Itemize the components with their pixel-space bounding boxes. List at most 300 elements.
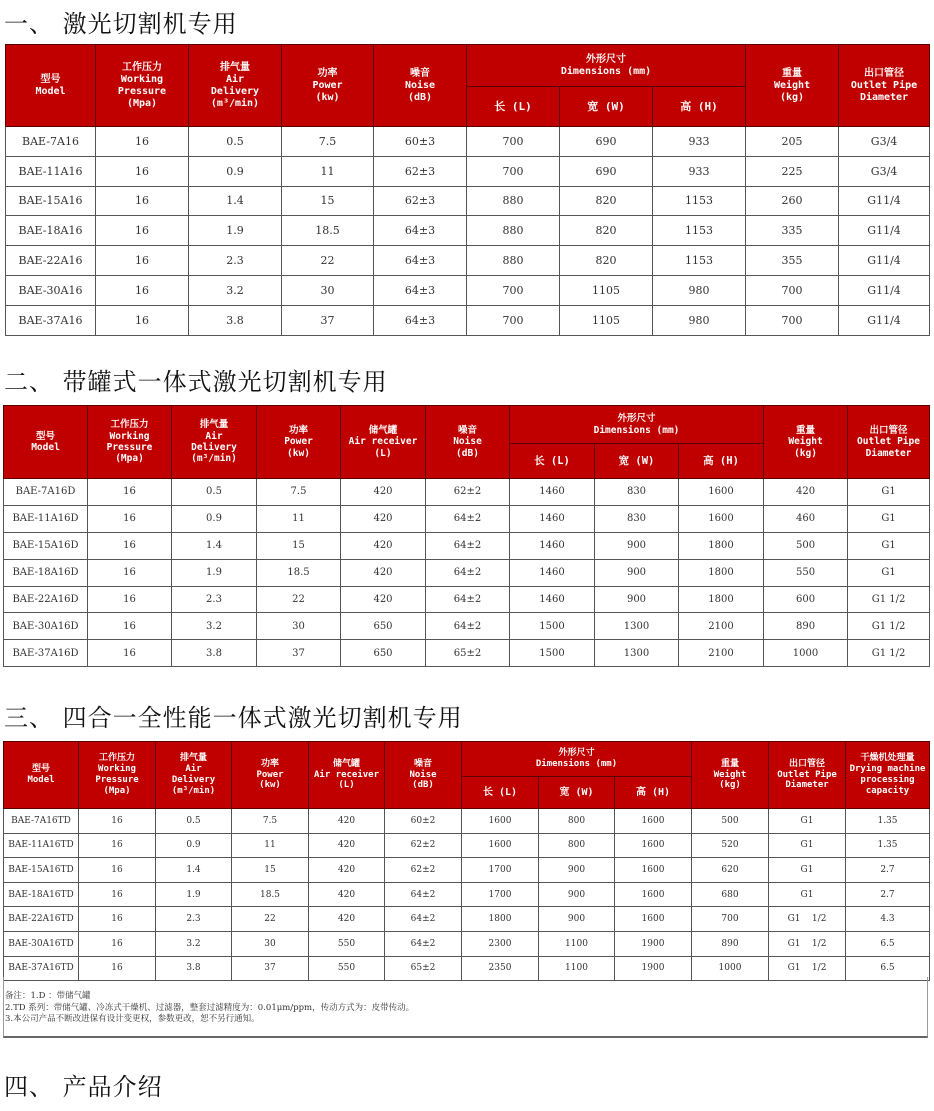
table-cell: 1460 (510, 505, 595, 532)
header-length: 长 (L) (467, 87, 560, 127)
header-outlet-pipe: 出口管径 Outlet Pipe Diameter (839, 45, 930, 127)
header-air-delivery: 排气量 Air Delivery (m³/min) (156, 742, 232, 809)
model-cell: BAE-11A16 (6, 156, 96, 186)
table-cell: G11/4 (839, 186, 930, 216)
table-cell: 420 (309, 882, 385, 907)
table-cell: 335 (746, 216, 839, 246)
table-cell: 0.5 (189, 127, 282, 157)
table-cell: 16 (79, 931, 156, 956)
table-row (6, 156, 930, 186)
table-cell: 1300 (595, 613, 679, 640)
table-cell: 900 (539, 907, 615, 932)
table-cell: 0.5 (172, 479, 257, 506)
header-working-pressure: 工作压力 Working Pressure (Mpa) (88, 406, 172, 479)
table-cell: 7.5 (232, 809, 309, 834)
header-model: 型号 Model (4, 742, 79, 809)
table-cell: 880 (467, 246, 560, 276)
table-cell: 820 (560, 216, 653, 246)
table-cell: 15 (282, 186, 374, 216)
table-cell: 890 (764, 613, 848, 640)
model-cell: BAE-22A16TD (4, 907, 79, 932)
table-cell: 1000 (764, 640, 848, 667)
table-cell: 3.2 (156, 931, 232, 956)
header-weight: 重量 Weight (kg) (746, 45, 839, 127)
table-cell: 16 (79, 833, 156, 858)
table-cell: 65±2 (385, 956, 462, 981)
table-cell: 2.3 (172, 586, 257, 613)
table-cell: 2100 (679, 640, 764, 667)
table-cell: 620 (692, 858, 769, 883)
table-cell: 64±2 (426, 586, 510, 613)
table-cell: 1460 (510, 479, 595, 506)
table-cell: 1800 (462, 907, 539, 932)
header-air-delivery: 排气量 Air Delivery (m³/min) (172, 406, 257, 479)
table-cell: 2.7 (846, 858, 930, 883)
table-cell: 1600 (615, 809, 692, 834)
header-width: 宽 (W) (595, 444, 679, 479)
table-cell: 800 (539, 809, 615, 834)
table-cell: 700 (467, 127, 560, 157)
table-cell: 30 (282, 275, 374, 305)
model-cell: BAE-7A16D (4, 479, 88, 506)
table-cell: 650 (341, 640, 426, 667)
header-dimensions: 外形尺寸 Dimensions (mm) (510, 406, 764, 444)
header-weight: 重量 Weight (kg) (764, 406, 848, 479)
table-cell: 16 (96, 186, 189, 216)
table-cell: G1 (769, 882, 846, 907)
table-cell: 1600 (679, 479, 764, 506)
table-cell: 700 (692, 907, 769, 932)
table-cell: 3.8 (172, 640, 257, 667)
table-cell: 980 (653, 305, 746, 335)
table-row (4, 809, 930, 834)
header-air-receiver: 储气罐 Air receiver (L) (341, 406, 426, 479)
table-cell: G1 1/2 (848, 586, 930, 613)
table-cell: 1600 (679, 505, 764, 532)
table-cell: 1000 (692, 956, 769, 981)
header-power: 功率 Power (kw) (257, 406, 341, 479)
table-cell: 6.5 (846, 956, 930, 981)
table-cell: 1600 (462, 809, 539, 834)
table-cell: 3.8 (156, 956, 232, 981)
header-outlet-pipe: 出口管径 Outlet Pipe Diameter (848, 406, 930, 479)
model-cell: BAE-22A16 (6, 246, 96, 276)
table-cell: 2.7 (846, 882, 930, 907)
spec-table-four-in-one (3, 741, 930, 981)
table-row (4, 479, 930, 506)
table-cell: 16 (88, 586, 172, 613)
table-cell: 16 (79, 809, 156, 834)
table-cell: 680 (692, 882, 769, 907)
header-power: 功率 Power (kw) (232, 742, 309, 809)
table-cell: 1600 (462, 833, 539, 858)
table-cell: G1 1/2 (848, 640, 930, 667)
table-cell: 700 (467, 156, 560, 186)
table-row (4, 931, 930, 956)
table-cell: G11/4 (839, 246, 930, 276)
model-cell: BAE-30A16 (6, 275, 96, 305)
table-cell: 64±3 (374, 216, 467, 246)
table-cell: 15 (257, 532, 341, 559)
model-cell: BAE-11A16D (4, 505, 88, 532)
table-cell: 820 (560, 186, 653, 216)
section-title-laser-cutting: 一、 激光切割机专用 (4, 10, 238, 38)
table-cell: G11/4 (839, 275, 930, 305)
table-cell: 520 (692, 833, 769, 858)
table-cell: 4.3 (846, 907, 930, 932)
header-air-delivery: 排气量 Air Delivery (m³/min) (189, 45, 282, 127)
table-cell: 420 (341, 586, 426, 613)
table-cell: 1600 (615, 882, 692, 907)
table-cell: 64±3 (374, 246, 467, 276)
table-cell: 355 (746, 246, 839, 276)
section-title-four-in-one: 三、 四合一全性能一体式激光切割机专用 (4, 704, 463, 732)
table-cell: 820 (560, 246, 653, 276)
model-cell: BAE-22A16D (4, 586, 88, 613)
table-cell: 1.9 (189, 216, 282, 246)
model-cell: BAE-37A16 (6, 305, 96, 335)
table-row (4, 882, 930, 907)
table-cell: 420 (341, 532, 426, 559)
table-row (6, 246, 930, 276)
table-cell: 700 (746, 275, 839, 305)
table-cell: 18.5 (257, 559, 341, 586)
table-cell: 60±3 (374, 127, 467, 157)
table-cell: 890 (692, 931, 769, 956)
table-cell: 64±2 (385, 907, 462, 932)
table-cell: 16 (79, 858, 156, 883)
table-cell: 600 (764, 586, 848, 613)
table-cell: 16 (88, 640, 172, 667)
table-cell: 11 (232, 833, 309, 858)
table-cell: 420 (309, 907, 385, 932)
table-cell: 16 (88, 505, 172, 532)
table-row (6, 216, 930, 246)
table-cell: 2.3 (156, 907, 232, 932)
table-cell: 1.9 (172, 559, 257, 586)
table-cell: 500 (692, 809, 769, 834)
table-cell: 7.5 (282, 127, 374, 157)
header-length: 长 (L) (462, 777, 539, 809)
header-length: 长 (L) (510, 444, 595, 479)
table-cell: 64±3 (374, 305, 467, 335)
section-title-product-intro: 四、 产品介绍 (4, 1073, 163, 1101)
table-row (6, 186, 930, 216)
table-cell: 1100 (539, 956, 615, 981)
table-cell: 900 (539, 858, 615, 883)
table-cell: 16 (88, 532, 172, 559)
table-cell: 1600 (615, 907, 692, 932)
table-cell: 64±2 (426, 559, 510, 586)
table-cell: 550 (764, 559, 848, 586)
table-cell: 690 (560, 127, 653, 157)
table-cell: 2350 (462, 956, 539, 981)
table-cell: 1800 (679, 586, 764, 613)
table-cell: G3/4 (839, 127, 930, 157)
model-cell: BAE-18A16TD (4, 882, 79, 907)
table-cell: 1800 (679, 532, 764, 559)
table-cell: 37 (232, 956, 309, 981)
table-cell: 30 (257, 613, 341, 640)
table-cell: 900 (595, 586, 679, 613)
table-cell: 1.9 (156, 882, 232, 907)
table-cell: 1600 (615, 858, 692, 883)
table-row (4, 532, 930, 559)
table-cell: G1 (769, 809, 846, 834)
table-cell: 64±2 (385, 882, 462, 907)
header-height: 高 (H) (679, 444, 764, 479)
table-cell: 2.3 (189, 246, 282, 276)
header-noise: 噪音 Noise (dB) (385, 742, 462, 809)
table-cell: 933 (653, 127, 746, 157)
table-cell: 800 (539, 833, 615, 858)
table-cell: 37 (282, 305, 374, 335)
model-cell: BAE-30A16TD (4, 931, 79, 956)
note-line: 2.TD 系列：带储气罐、冷冻式干燥机、过滤器，整套过滤精度为：0.01μm/ppm，传动方式为：皮带传动。 (5, 1002, 415, 1013)
header-width: 宽 (W) (539, 777, 615, 809)
model-cell: BAE-15A16TD (4, 858, 79, 883)
table-cell: 30 (232, 931, 309, 956)
table-row (6, 127, 930, 157)
table-cell: G1 (769, 833, 846, 858)
table-cell: G1 (848, 559, 930, 586)
table-cell: 1460 (510, 559, 595, 586)
table-cell: 460 (764, 505, 848, 532)
table-cell: 62±2 (385, 833, 462, 858)
table-cell: 1700 (462, 858, 539, 883)
table-cell: G1 1/2 (848, 613, 930, 640)
table-cell: 420 (309, 858, 385, 883)
table-cell: 1300 (595, 640, 679, 667)
table-cell: 1.35 (846, 809, 930, 834)
table-cell: 62±3 (374, 156, 467, 186)
table-row (4, 586, 930, 613)
note-line: 3.本公司产品不断改进保有设计变更权，参数更改，恕不另行通知。 (5, 1014, 260, 1024)
table-cell: 0.9 (189, 156, 282, 186)
table-cell: 880 (467, 216, 560, 246)
table-cell: 1.35 (846, 833, 930, 858)
model-cell: BAE-37A16TD (4, 956, 79, 981)
header-dimensions: 外形尺寸 Dimensions (mm) (462, 742, 692, 777)
table-cell: 550 (309, 931, 385, 956)
table-row (4, 858, 930, 883)
table-row (6, 305, 930, 335)
header-model: 型号 Model (6, 45, 96, 127)
table-cell: 650 (341, 613, 426, 640)
table-cell: 3.8 (189, 305, 282, 335)
table-cell: 18.5 (282, 216, 374, 246)
table-cell: 1.4 (172, 532, 257, 559)
table-cell: 11 (282, 156, 374, 186)
header-noise: 噪音 Noise (dB) (374, 45, 467, 127)
header-air-receiver: 储气罐 Air receiver (L) (309, 742, 385, 809)
table-cell: 64±3 (374, 275, 467, 305)
table-cell: 16 (96, 246, 189, 276)
header-model: 型号 Model (4, 406, 88, 479)
table-row (4, 907, 930, 932)
header-height: 高 (H) (615, 777, 692, 809)
table-cell: 225 (746, 156, 839, 186)
table-cell: 830 (595, 479, 679, 506)
table-cell: 16 (79, 956, 156, 981)
model-cell: BAE-18A16D (4, 559, 88, 586)
model-cell: BAE-15A16 (6, 186, 96, 216)
header-dimensions: 外形尺寸 Dimensions (mm) (467, 45, 746, 87)
table-body (6, 127, 930, 336)
model-cell: BAE-18A16 (6, 216, 96, 246)
table-cell: 1.4 (189, 186, 282, 216)
model-cell: BAE-30A16D (4, 613, 88, 640)
table-cell: 64±2 (426, 505, 510, 532)
table-cell: 690 (560, 156, 653, 186)
table-cell: 1800 (679, 559, 764, 586)
table-cell: 0.9 (172, 505, 257, 532)
table-cell: 1900 (615, 931, 692, 956)
header-drying-capacity: 干燥机处理量 Drying machine processing capacity (846, 742, 930, 809)
table-cell: 62±2 (385, 858, 462, 883)
notes-block (3, 977, 928, 1038)
table-cell: 880 (467, 186, 560, 216)
header-outlet-pipe: 出口管径 Outlet Pipe Diameter (769, 742, 846, 809)
table-cell: 22 (282, 246, 374, 276)
table-cell: 6.5 (846, 931, 930, 956)
table-cell: 1105 (560, 275, 653, 305)
table-cell: G1 (769, 858, 846, 883)
table-cell: 980 (653, 275, 746, 305)
table-cell: 830 (595, 505, 679, 532)
header-width: 宽 (W) (560, 87, 653, 127)
table-cell: 2100 (679, 613, 764, 640)
spec-table-laser-cutting (5, 44, 930, 336)
table-cell: 37 (257, 640, 341, 667)
table-row (4, 640, 930, 667)
table-cell: 18.5 (232, 882, 309, 907)
table-cell: 420 (309, 833, 385, 858)
table-cell: 420 (309, 809, 385, 834)
table-cell: 700 (467, 275, 560, 305)
table-cell: 64±2 (426, 532, 510, 559)
table-cell: 16 (96, 275, 189, 305)
table-row (4, 833, 930, 858)
table-cell: 0.9 (156, 833, 232, 858)
table-cell: 900 (539, 882, 615, 907)
table-cell: G1 (848, 479, 930, 506)
model-cell: BAE-7A16TD (4, 809, 79, 834)
table-cell: G1 (848, 532, 930, 559)
table-cell: G11/4 (839, 216, 930, 246)
table-body (4, 809, 930, 981)
table-cell: 60±2 (385, 809, 462, 834)
table-cell: 205 (746, 127, 839, 157)
table-cell: 64±2 (385, 931, 462, 956)
model-cell: BAE-37A16D (4, 640, 88, 667)
table-cell: 1153 (653, 246, 746, 276)
table-cell: G11/4 (839, 305, 930, 335)
table-cell: 3.2 (172, 613, 257, 640)
model-cell: BAE-7A16 (6, 127, 96, 157)
table-cell: 22 (232, 907, 309, 932)
table-cell: 16 (79, 882, 156, 907)
table-row (4, 559, 930, 586)
table-cell: 1600 (615, 833, 692, 858)
table-cell: 420 (341, 505, 426, 532)
table-cell: 900 (595, 559, 679, 586)
table-cell: 933 (653, 156, 746, 186)
header-working-pressure: 工作压力 Working Pressure (Mpa) (96, 45, 189, 127)
header-working-pressure: 工作压力 Working Pressure (Mpa) (79, 742, 156, 809)
model-cell: BAE-11A16TD (4, 833, 79, 858)
table-cell: 1900 (615, 956, 692, 981)
table-cell: 1460 (510, 586, 595, 613)
table-cell: 16 (96, 216, 189, 246)
header-power: 功率 Power (kw) (282, 45, 374, 127)
table-cell: G1 1/2 (769, 956, 846, 981)
table-cell: 62±2 (426, 479, 510, 506)
table-cell: 64±2 (426, 613, 510, 640)
table-cell: 16 (79, 907, 156, 932)
table-cell: 1700 (462, 882, 539, 907)
table-cell: 1500 (510, 613, 595, 640)
table-cell: 16 (96, 127, 189, 157)
table-cell: G1 (848, 505, 930, 532)
table-cell: 1153 (653, 186, 746, 216)
table-cell: 16 (88, 613, 172, 640)
table-cell: 420 (341, 479, 426, 506)
table-cell: 16 (96, 156, 189, 186)
table-row (4, 613, 930, 640)
table-cell: 7.5 (257, 479, 341, 506)
table-cell: 16 (88, 479, 172, 506)
table-cell: 16 (88, 559, 172, 586)
table-cell: 1153 (653, 216, 746, 246)
table-cell: 11 (257, 505, 341, 532)
table-cell: 260 (746, 186, 839, 216)
table-body (4, 479, 930, 667)
table-cell: 500 (764, 532, 848, 559)
table-cell: G1 1/2 (769, 931, 846, 956)
spec-table-tank-integrated (3, 405, 930, 667)
table-cell: 1.4 (156, 858, 232, 883)
table-cell: 22 (257, 586, 341, 613)
table-cell: 65±2 (426, 640, 510, 667)
note-line: 备注：1.D ：带储气罐 (5, 991, 91, 1001)
table-cell: 420 (341, 559, 426, 586)
table-cell: 1460 (510, 532, 595, 559)
header-weight: 重量 Weight (kg) (692, 742, 769, 809)
header-noise: 噪音 Noise (dB) (426, 406, 510, 479)
table-cell: 62±3 (374, 186, 467, 216)
table-cell: 15 (232, 858, 309, 883)
table-cell: 420 (764, 479, 848, 506)
table-cell: 900 (595, 532, 679, 559)
table-cell: 2300 (462, 931, 539, 956)
section-title-tank-integrated: 二、 带罐式一体式激光切割机专用 (4, 368, 388, 396)
table-cell: 3.2 (189, 275, 282, 305)
table-cell: 700 (467, 305, 560, 335)
table-cell: 700 (746, 305, 839, 335)
table-row (4, 505, 930, 532)
table-cell: 1100 (539, 931, 615, 956)
table-row (6, 275, 930, 305)
table-cell: G3/4 (839, 156, 930, 186)
model-cell: BAE-15A16D (4, 532, 88, 559)
table-cell: 550 (309, 956, 385, 981)
table-cell: 0.5 (156, 809, 232, 834)
table-cell: 1105 (560, 305, 653, 335)
header-height: 高 (H) (653, 87, 746, 127)
table-cell: G1 1/2 (769, 907, 846, 932)
table-cell: 16 (96, 305, 189, 335)
